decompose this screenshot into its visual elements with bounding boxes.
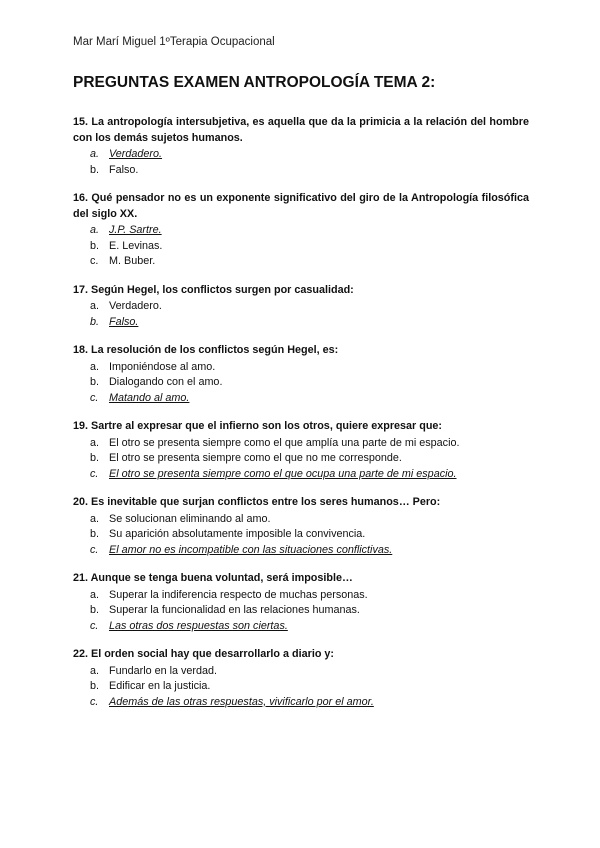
option-text: M. Buber. — [109, 255, 156, 267]
question-block — [73, 495, 529, 558]
option-text: Superar la funcionalidad en las relaciones humanas. — [109, 604, 360, 616]
answer-options — [73, 299, 529, 330]
option-letter: a. — [90, 360, 100, 373]
option-text: J.P. Sartre. — [109, 224, 162, 236]
answer-options — [73, 664, 529, 711]
question-block — [73, 419, 529, 482]
option-text: Imponiéndose al amo. — [109, 360, 216, 373]
question-text: 15. La antropología intersubjetiva, es aquella que da la primicia a la relación del hombre con los demás sujetos humanos. — [73, 116, 529, 144]
answer-option-correct — [73, 223, 529, 239]
question-block — [73, 283, 529, 331]
option-letter: a. — [90, 588, 100, 601]
answer-options — [73, 147, 529, 178]
option-text: El otro se presenta siempre como el que no me corresponde. — [109, 452, 402, 464]
answer-option-correct — [73, 619, 529, 635]
option-letter: a. — [90, 300, 100, 312]
question-text: 16. Qué pensador no es un exponente significativo del giro de la Antropología filosófica del siglo XX. — [73, 192, 529, 220]
option-letter: c. — [90, 543, 99, 556]
option-text: E. Levinas. — [109, 239, 163, 252]
answer-option — [73, 588, 529, 604]
option-text: Matando al amo. — [109, 391, 190, 404]
option-text: El amor no es incompatible con las situaciones conflictivas. — [109, 543, 393, 556]
answer-options — [73, 588, 529, 635]
question-block — [73, 571, 529, 634]
option-letter: a. — [90, 436, 100, 449]
question-text: 21. Aunque se tenga buena voluntad, será imposible… — [73, 572, 353, 584]
question-text: 19. Sartre al expresar que el infierno son los otros, quiere expresar que: — [73, 420, 443, 432]
question-list — [73, 115, 529, 723]
answer-option — [73, 360, 529, 376]
option-letter: a. — [90, 224, 100, 236]
option-letter: b. — [90, 528, 100, 540]
option-letter: a. — [90, 664, 100, 677]
answer-option — [73, 664, 529, 680]
option-letter: b. — [90, 315, 100, 328]
option-text: Las otras dos respuestas son ciertas. — [109, 619, 288, 632]
option-text: Verdadero. — [109, 300, 162, 312]
option-letter: b. — [90, 680, 100, 692]
answer-option-correct — [73, 543, 529, 559]
question-block — [73, 115, 529, 178]
answer-option — [73, 603, 529, 619]
answer-option — [73, 436, 529, 452]
option-letter: a. — [90, 512, 100, 525]
option-letter: c. — [90, 391, 99, 404]
option-letter: b. — [90, 163, 100, 176]
answer-options — [73, 360, 529, 407]
answer-option-correct — [73, 391, 529, 407]
answer-options — [73, 436, 529, 483]
answer-option-correct — [73, 467, 529, 483]
answer-option — [73, 451, 529, 467]
option-letter: b. — [90, 604, 100, 616]
answer-options — [73, 512, 529, 559]
option-text: Falso. — [109, 315, 139, 328]
option-text: El otro se presenta siempre como el que ocupa una parte de mi espacio. — [109, 467, 457, 480]
answer-option-correct — [73, 695, 529, 711]
answer-option — [73, 512, 529, 528]
answer-option — [73, 679, 529, 695]
answer-option — [73, 527, 529, 543]
answer-option — [73, 239, 529, 255]
question-text: 17. Según Hegel, los conflictos surgen por casualidad: — [73, 283, 354, 296]
option-text: Falso. — [109, 163, 139, 176]
option-letter: c. — [90, 255, 99, 267]
option-letter: a. — [90, 148, 100, 160]
option-text: Dialogando con el amo. — [109, 376, 223, 388]
option-text: Superar la indiferencia respecto de muchas personas. — [109, 588, 368, 601]
question-text: 20. Es inevitable que surjan conflictos entre los seres humanos… Pero: — [73, 496, 441, 508]
option-text: Su aparición absolutamente imposible la convivencia. — [109, 528, 366, 540]
option-letter: c. — [90, 467, 99, 480]
answer-option-correct — [73, 147, 529, 163]
answer-options — [73, 223, 529, 270]
option-text: El otro se presenta siempre como el que amplía una parte de mi espacio. — [109, 436, 460, 449]
option-letter: c. — [90, 619, 99, 632]
option-letter: b. — [90, 376, 100, 388]
answer-option — [73, 299, 529, 315]
page-title: PREGUNTAS EXAMEN ANTROPOLOGÍA TEMA 2: — [73, 74, 436, 91]
question-text: 22. El orden social hay que desarrollarlo a diario y: — [73, 648, 335, 660]
page-header: Mar Marí Miguel 1ºTerapia Ocupacional — [73, 36, 275, 48]
option-letter: b. — [90, 239, 100, 252]
question-block — [73, 191, 529, 270]
option-text: Además de las otras respuestas, vivificarlo por el amor. — [109, 695, 374, 708]
option-text: Se solucionan eliminando al amo. — [109, 512, 271, 525]
answer-option — [73, 254, 529, 270]
option-letter: b. — [90, 452, 100, 464]
question-block — [73, 343, 529, 406]
answer-option-correct — [73, 315, 529, 331]
answer-option — [73, 163, 529, 179]
question-text: 18. La resolución de los conflictos según Hegel, es: — [73, 344, 339, 356]
option-text: Edificar en la justicia. — [109, 680, 211, 692]
option-text: Verdadero. — [109, 148, 163, 160]
question-block — [73, 647, 529, 710]
option-text: Fundarlo en la verdad. — [109, 664, 218, 677]
answer-option — [73, 375, 529, 391]
option-letter: c. — [90, 695, 99, 708]
